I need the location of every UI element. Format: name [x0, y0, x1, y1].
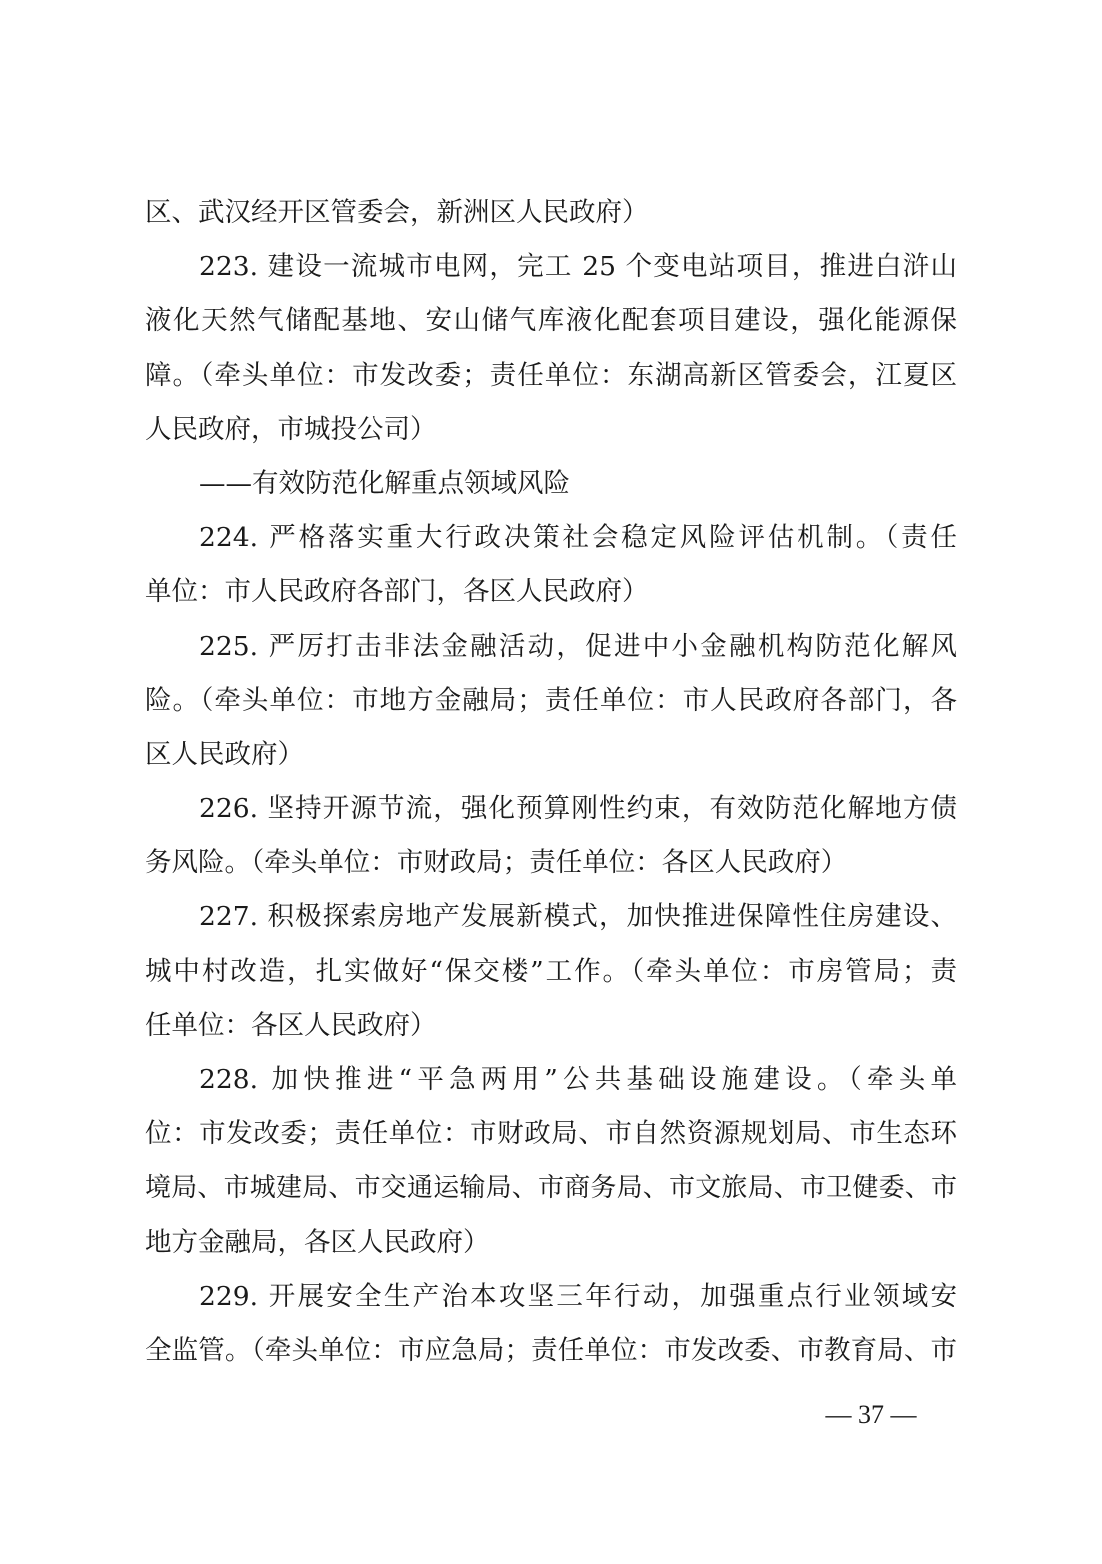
text-line: 地方金融局，各区人民政府） [145, 1226, 490, 1258]
text-line: 境局、市城建局、市交通运输局、市商务局、市文旅局、市卫健委、市 [145, 1173, 957, 1204]
text-line: 224. 严格落实重大行政决策社会稳定风险评估机制。（责任 [199, 522, 957, 554]
text-line: 障。（牵头单位：市发改委；责任单位：东湖高新区管委会，江夏区 [145, 359, 957, 391]
text-line: 务风险。（牵头单位：市财政局；责任单位：各区人民政府） [145, 847, 848, 879]
text-line: 225. 严厉打击非法金融活动，促进中小金融机构防范化解风 [199, 630, 957, 662]
text-line: 城中村改造，扎实做好“保交楼”工作。（牵头单位：市房管局；责 [145, 955, 957, 987]
text-line: 228. 加快推进“平急两用”公共基础设施建设。（牵头单 [199, 1064, 957, 1095]
text-line: 223. 建设一流城市电网，完工 25 个变电站项目，推进白浒山 [199, 251, 957, 283]
text-line: 人民政府，市城投公司） [145, 413, 437, 445]
text-line: 位：市发改委；责任单位：市财政局、市自然资源规划局、市生态环 [145, 1118, 957, 1150]
text-line: 险。（牵头单位：市地方金融局；责任单位：市人民政府各部门，各 [145, 684, 957, 716]
text-line: 单位：市人民政府各部门，各区人民政府） [145, 576, 649, 608]
body-text [145, 186, 957, 1378]
text-line: 液化天然气储配基地、安山储气库液化配套项目建设，强化能源保 [145, 305, 957, 337]
text-line: 任单位：各区人民政府） [145, 1009, 437, 1041]
text-line: 226. 坚持开源节流，强化预算刚性约束，有效防范化解地方债 [199, 793, 957, 825]
text-line: 区、武汉经开区管委会，新洲区人民政府） [145, 197, 649, 228]
text-line: 区人民政府） [145, 738, 304, 770]
text-line: ——有效防范化解重点领域风险 [199, 467, 570, 499]
page-number: — 37 — [825, 1400, 917, 1429]
text-line: 227. 积极探索房地产发展新模式，加快推进保障性住房建设、 [199, 901, 957, 933]
text-line: 全监管。（牵头单位：市应急局；责任单位：市发改委、市教育局、市 [145, 1334, 957, 1366]
text-line: 229. 开展安全生产治本攻坚三年行动，加强重点行业领域安 [199, 1280, 957, 1312]
